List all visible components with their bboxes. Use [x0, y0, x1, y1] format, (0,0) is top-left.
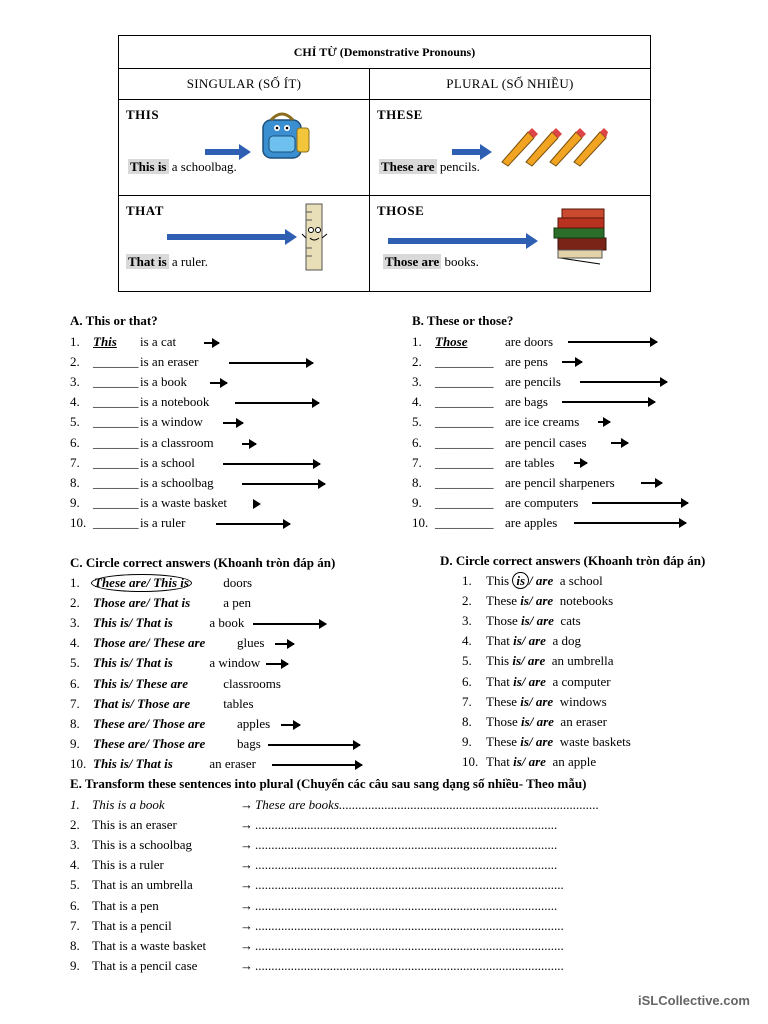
item-text: doors [223, 575, 253, 590]
choice-sentence [486, 633, 581, 649]
item-number: 6. [70, 897, 80, 913]
section-e-title: E. Transform these sentences into plural (Chuyển các câu sau sang dạng số nhiều- Theo mẫu) [70, 776, 587, 791]
item-number: 4. [412, 394, 422, 410]
item-number: 10. [70, 514, 87, 530]
answer-blank[interactable]: _________ [435, 494, 494, 510]
right-arrow-icon: → [240, 857, 253, 873]
item-text: are pencil sharpeners [505, 474, 615, 490]
answer-line[interactable]: ............................................................................................. [255, 897, 558, 913]
choice-options[interactable]: This is/ That is [93, 615, 173, 631]
item-text: are ice creams [505, 414, 580, 430]
subject-word: Those [486, 613, 522, 629]
subject-word: That [486, 673, 514, 689]
item-text: are tables [505, 454, 555, 470]
right-arrow-icon: → [240, 877, 253, 893]
item-text: a book [209, 615, 245, 631]
item-number: 4. [70, 635, 80, 651]
arrow-icon [242, 483, 326, 485]
schoolbag-icon [253, 106, 315, 162]
choice-sentence [486, 734, 631, 750]
item-text: are pencil cases [505, 434, 587, 450]
choice-sentence [486, 573, 603, 589]
item-number: 8. [70, 474, 80, 490]
item-number: 1. [462, 573, 472, 588]
blue-arrow-icon [388, 238, 528, 244]
item-text: is a window [140, 414, 203, 430]
item-text: That is an umbrella [92, 877, 193, 893]
arrow-icon [598, 421, 610, 423]
right-arrow-icon: → [240, 917, 253, 933]
item-number: 6. [70, 675, 80, 691]
right-arrow-icon: → [240, 937, 253, 953]
item-number: 7. [70, 454, 80, 470]
footer-watermark: iSLCollective.com [638, 993, 750, 1008]
item-text: apples [237, 715, 271, 731]
answer-line[interactable]: ............................................................................................... [255, 957, 564, 973]
that-word: THAT [126, 203, 164, 218]
option-are[interactable]: are [536, 613, 554, 629]
item-number: 5. [70, 414, 80, 430]
item-text: classrooms [223, 675, 281, 691]
item-number: 1. [70, 575, 80, 590]
arrow-icon [223, 463, 320, 465]
choice-sentence [486, 694, 607, 710]
arrow-icon [242, 443, 257, 445]
item-text: are pencils [505, 374, 561, 390]
answer-blank[interactable]: _______ [93, 354, 139, 370]
choice-sentence [486, 714, 607, 730]
item-text: a pen [223, 595, 251, 611]
item-number: 1. [70, 334, 80, 349]
item-text: This is a ruler [92, 857, 164, 873]
answer-line[interactable]: ............................................................................................... [255, 877, 564, 893]
answer-line[interactable]: ............................................................................................. [255, 837, 558, 853]
option-is[interactable]: is [521, 713, 530, 729]
choice-options[interactable]: This is/ That is [93, 755, 173, 771]
option-are[interactable]: are [535, 573, 554, 588]
arrow-icon [229, 362, 313, 364]
item-text: are computers [505, 494, 579, 510]
item-number: 6. [70, 434, 80, 450]
item-text: are bags [505, 394, 548, 410]
arrow-icon [275, 643, 295, 645]
option-are[interactable]: are [528, 753, 546, 769]
answer-blank[interactable]: _________ [435, 374, 494, 390]
plural-header: PLURAL (SỐ NHIỀU) [370, 69, 651, 100]
option-separator: / [528, 693, 536, 709]
item-number: 9. [70, 494, 80, 510]
item-text: a computer [552, 673, 611, 689]
choice-sentence [486, 653, 614, 669]
item-number: 10. [412, 514, 429, 530]
item-number: 3. [462, 613, 472, 629]
item-text: That is a pencil case [92, 957, 198, 973]
item-number: 4. [70, 394, 80, 410]
item-text: windows [559, 693, 607, 709]
these-word: THESE [377, 107, 423, 122]
answer-blank[interactable]: _______ [93, 494, 139, 510]
item-number: 6. [462, 673, 472, 689]
subject-word: These [486, 693, 521, 709]
that-sentence: That is a ruler. [128, 254, 208, 269]
item-number: 9. [70, 957, 80, 973]
subject-word: This [486, 653, 513, 669]
item-number: 8. [462, 713, 472, 729]
item-text: That is a waste basket [92, 937, 207, 953]
these-sentence: These are pencils. [381, 159, 480, 174]
answer-line[interactable]: ............................................................................................... [255, 917, 564, 933]
choice-options[interactable]: This is/ These are [93, 675, 188, 691]
answer-blank[interactable]: _________ [435, 394, 494, 410]
choice-sentence [486, 754, 596, 770]
subject-word: Those [486, 713, 522, 729]
ruler-icon [299, 202, 329, 272]
right-arrow-icon: → [240, 897, 253, 913]
item-number: 5. [70, 655, 80, 671]
this-sentence: This is a schoolbag. [130, 159, 237, 174]
item-number: 2. [412, 354, 422, 370]
blue-arrow-icon [167, 234, 287, 240]
choice-options[interactable]: Those are/ These are [93, 635, 206, 651]
item-number: 5. [70, 877, 80, 893]
item-number: 1. [70, 797, 80, 812]
option-is[interactable]: is [512, 653, 522, 669]
item-text: a window [209, 655, 261, 671]
arrow-icon [266, 663, 288, 665]
item-text: an umbrella [551, 653, 614, 669]
option-is[interactable]: is [513, 633, 522, 649]
right-arrow-icon: → [240, 837, 253, 853]
subject-word: That [486, 633, 514, 649]
option-is[interactable]: is [521, 613, 530, 629]
right-arrow-icon: → [240, 957, 253, 973]
arrow-icon [235, 402, 319, 404]
item-text: is a schoolbag [140, 474, 214, 490]
those-sentence: Those are books. [385, 254, 479, 269]
option-is[interactable]: is [520, 593, 529, 609]
right-arrow-icon: → [240, 817, 253, 833]
item-text: That is a pencil [92, 917, 172, 933]
answer-blank[interactable]: _________ [435, 414, 494, 430]
option-separator: / [528, 593, 536, 609]
item-text: is a cat [140, 334, 177, 349]
option-are[interactable]: are [536, 713, 554, 729]
option-is[interactable]: is [520, 733, 529, 749]
item-number: 5. [462, 653, 472, 669]
answer-blank[interactable]: This [93, 334, 117, 349]
option-separator: / [521, 673, 529, 689]
answer-line[interactable]: ............................................................................................. [255, 857, 558, 873]
answer-blank[interactable]: _________ [435, 454, 494, 470]
arrow-icon [574, 462, 587, 464]
item-number: 2. [70, 595, 80, 611]
option-is[interactable]: is [513, 753, 522, 769]
answer-blank[interactable]: _______ [93, 454, 139, 470]
item-number: 3. [70, 837, 80, 853]
item-text: is a ruler [140, 514, 186, 530]
arrow-icon [562, 361, 582, 363]
section-d-title: D. Circle correct answers (Khoanh tròn đáp án) [440, 553, 706, 568]
arrow-icon [268, 744, 360, 746]
answer-line[interactable]: These are books................................................................................ [255, 797, 600, 812]
item-number: 7. [70, 695, 80, 711]
item-number: 7. [462, 693, 472, 709]
item-text: is a school [140, 454, 195, 470]
item-text: cats [560, 613, 581, 629]
section-b-title: B. These or those? [412, 313, 514, 328]
item-text: a dog [552, 633, 581, 649]
answer-blank[interactable]: Those [435, 334, 468, 349]
item-text: an eraser [560, 713, 607, 729]
item-text: glues [237, 635, 265, 651]
item-text: tables [223, 695, 254, 711]
item-text: bags [237, 735, 261, 751]
subject-word: These [486, 593, 521, 609]
choice-options[interactable]: These are/ This is [91, 574, 192, 592]
that-cell [119, 196, 370, 292]
subject-word: This [486, 573, 513, 588]
arrow-icon [592, 502, 688, 504]
item-number: 6. [412, 434, 422, 450]
answer-blank[interactable]: _________ [435, 474, 494, 490]
option-is[interactable]: is [520, 693, 529, 709]
choice-options[interactable]: That is/ Those are [93, 695, 191, 711]
arrow-icon [641, 482, 662, 484]
answer-blank[interactable]: _________ [435, 434, 494, 450]
item-text: an eraser [209, 755, 256, 771]
item-text: is a book [140, 374, 187, 390]
answer-blank[interactable]: _______ [93, 434, 139, 450]
item-number: 9. [70, 735, 80, 751]
item-text: are doors [505, 334, 554, 349]
answer-blank[interactable]: _________ [435, 514, 494, 530]
item-text: an apple [552, 753, 597, 769]
option-are[interactable]: are [535, 733, 554, 749]
arrow-icon [568, 341, 657, 343]
option-separator: / [521, 753, 529, 769]
option-are[interactable]: are [528, 633, 546, 649]
arrow-icon [210, 382, 227, 384]
item-number: 4. [70, 857, 80, 873]
section-c-title: C. Circle correct answers (Khoanh tròn đáp án) [70, 555, 336, 570]
answer-blank[interactable]: _______ [93, 394, 139, 410]
section-a-title: A. This or that? [70, 313, 158, 328]
item-number: 7. [70, 917, 80, 933]
option-separator: / [521, 633, 529, 649]
item-number: 5. [412, 414, 422, 430]
arrow-icon [223, 422, 243, 424]
arrow-icon [253, 623, 326, 625]
item-number: 3. [412, 374, 422, 390]
item-number: 9. [412, 494, 422, 510]
item-text: is an eraser [140, 354, 199, 370]
item-number: 10. [462, 753, 479, 769]
choice-options[interactable]: This is/ That is [93, 655, 173, 671]
item-number: 7. [412, 454, 422, 470]
answer-blank[interactable]: _______ [93, 514, 139, 530]
arrow-icon [611, 442, 628, 444]
option-separator: / [529, 613, 537, 629]
item-number: 10. [70, 755, 87, 771]
item-text: notebooks [559, 593, 614, 609]
pencils-icon [498, 118, 610, 168]
option-are[interactable]: are [528, 673, 546, 689]
those-word: THOSE [377, 203, 425, 218]
item-number: 3. [70, 374, 80, 390]
this-cell [119, 100, 370, 196]
choice-sentence [486, 613, 581, 629]
item-text: is a classroom [140, 434, 214, 450]
table-title: CHỈ TỪ (Demonstrative Pronouns) [119, 36, 651, 69]
blue-arrow-icon [205, 149, 241, 155]
item-text: is a waste basket [140, 494, 228, 510]
arrow-icon [272, 764, 362, 766]
item-number: 2. [70, 817, 80, 833]
option-are[interactable]: are [535, 693, 554, 709]
item-number: 8. [70, 715, 80, 731]
choice-options[interactable]: These are/ Those are [93, 715, 206, 731]
arrow-icon [216, 523, 290, 525]
choice-options[interactable]: Those are/ That is [93, 595, 191, 611]
arrow-icon [562, 401, 655, 403]
these-cell [370, 100, 651, 196]
arrow-icon [204, 342, 219, 344]
item-number: 3. [70, 615, 80, 631]
arrow-icon [580, 381, 667, 383]
arrow-icon [574, 522, 686, 524]
option-is[interactable]: is [513, 673, 522, 689]
this-word: THIS [126, 107, 160, 122]
item-number: 4. [462, 633, 472, 649]
choice-sentence [486, 674, 611, 690]
subject-word: These [486, 733, 521, 749]
answer-blank[interactable]: _______ [93, 474, 139, 490]
option-separator: / [521, 653, 528, 669]
item-text: This is a schoolbag [92, 837, 193, 853]
books-icon [540, 198, 620, 270]
item-text: This is a book [92, 797, 165, 812]
answer-line[interactable]: ............................................................................................. [255, 817, 558, 833]
answer-blank[interactable]: _______ [93, 414, 139, 430]
choice-options[interactable]: These are/ Those are [93, 735, 206, 751]
item-number: 8. [70, 937, 80, 953]
option-is[interactable]: is [512, 572, 529, 589]
item-number: 2. [70, 354, 80, 370]
answer-line[interactable]: ............................................................................................... [255, 937, 564, 953]
option-separator: / [529, 573, 536, 588]
item-text: waste baskets [559, 733, 631, 749]
option-separator: / [528, 733, 536, 749]
item-number: 8. [412, 474, 422, 490]
item-text: a school [559, 573, 603, 588]
item-text: are pens [505, 354, 548, 370]
singular-header: SINGULAR (SỐ ÍT) [119, 69, 370, 100]
those-cell [370, 196, 651, 292]
item-text: This is an eraser [92, 817, 177, 833]
right-arrow-icon: → [240, 797, 253, 812]
item-text: is a notebook [140, 394, 210, 410]
blue-arrow-icon [452, 149, 482, 155]
item-text: are apples [505, 514, 558, 530]
item-number: 9. [462, 733, 472, 749]
answer-blank[interactable]: _________ [435, 354, 494, 370]
choice-sentence [486, 593, 613, 609]
option-are[interactable]: are [527, 653, 546, 669]
option-separator: / [529, 713, 537, 729]
option-are[interactable]: are [535, 593, 554, 609]
item-number: 2. [462, 593, 472, 609]
demonstrative-table [118, 35, 651, 292]
answer-blank[interactable]: _______ [93, 374, 139, 390]
arrow-icon [281, 724, 300, 726]
item-number: 1. [412, 334, 422, 349]
item-text: That is a pen [92, 897, 159, 913]
subject-word: That [486, 753, 514, 769]
